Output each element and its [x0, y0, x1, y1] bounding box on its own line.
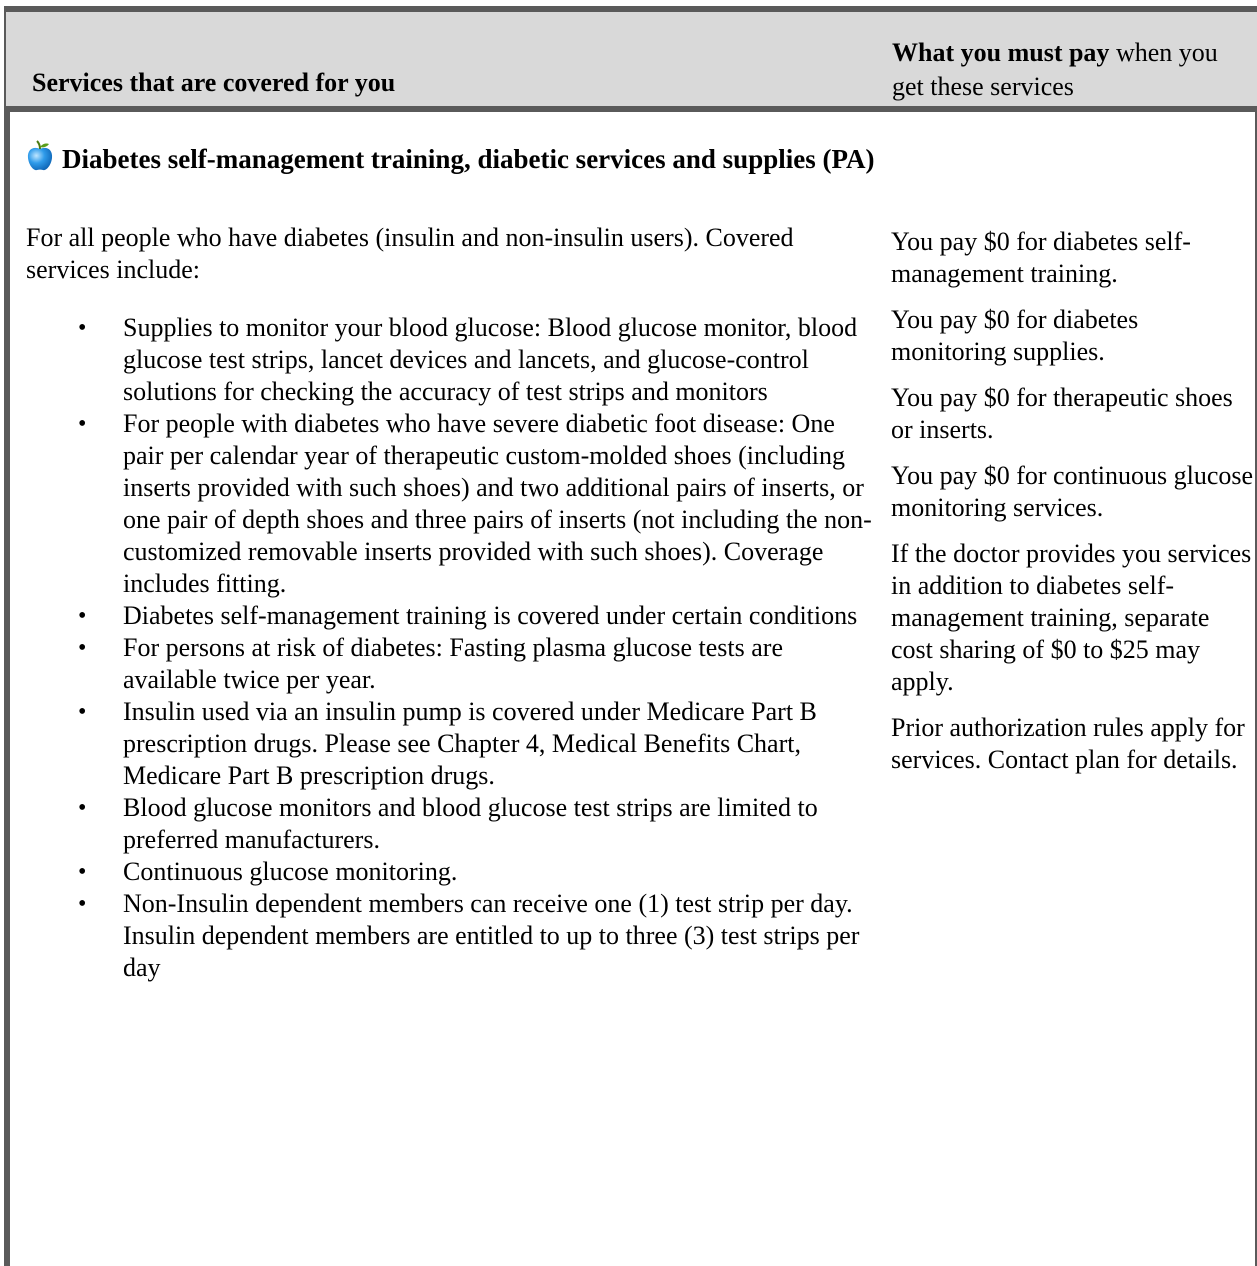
table-header [6, 12, 1257, 112]
cost-item: If the doctor provides you services in addition to diabetes self-management training, separate cost sharing of $0 to $25 may apply. [891, 539, 1252, 696]
section-title-text: Diabetes self-management training, diabetic services and supplies (PA) [62, 144, 875, 174]
list-item: • Insulin used via an insulin pump is covered under Medicare Part B prescription drugs. Please see Chapter 4, Medical Benefits Chart, Medicare Part B prescription drugs. [26, 696, 876, 792]
header-payment [892, 36, 1252, 104]
cost-column [891, 226, 1257, 790]
list-item: • For persons at risk of diabetes: Fasting plasma glucose tests are available twice per year. [26, 632, 876, 696]
cost-item: You pay $0 for diabetes monitoring supplies. [891, 305, 1139, 366]
list-item: • Diabetes self-management training is covered under certain conditions [26, 600, 876, 632]
list-item: • Supplies to monitor your blood glucose: Blood glucose monitor, blood glucose test strips, lancet devices and lancets, and glucose-control solutions for checking the accuracy of test strips and monitors [26, 312, 876, 408]
list-item: • For people with diabetes who have severe diabetic foot disease: One pair per calendar year of therapeutic custom-molded shoes (including inserts provided with such shoes) and two additional pairs of inserts, or one pair of depth shoes and three pairs of inserts (not including the non-customized removable inserts provided with such shoes). Coverage includes fitting. [26, 408, 876, 600]
cost-item: You pay $0 for diabetes self-management training. [891, 227, 1191, 288]
list-item: • Blood glucose monitors and blood glucose test strips are limited to preferred manufacturers. [26, 792, 876, 856]
header-payment-rest: when you get these services [892, 38, 1218, 101]
cost-item: You pay $0 for therapeutic shoes or inserts. [891, 383, 1233, 444]
list-item: • Non-Insulin dependent members can receive one (1) test strip per day. Insulin dependent members are entitled to up to three (3) test strips per day [26, 888, 876, 984]
cost-item: Prior authorization rules apply for services. Contact plan for details. [891, 713, 1245, 774]
header-payment-bold: What you must pay [892, 38, 1110, 67]
section-intro: For all people who have diabetes (insulin and non-insulin users). Covered services include: [26, 223, 794, 284]
covered-services-list [26, 312, 876, 984]
section-title [26, 140, 876, 180]
apple-icon [26, 140, 54, 180]
header-services: Services that are covered for you [32, 68, 396, 97]
cost-item: You pay $0 for continuous glucose monitoring services. [891, 461, 1254, 522]
list-item: • Continuous glucose monitoring. [26, 856, 876, 888]
